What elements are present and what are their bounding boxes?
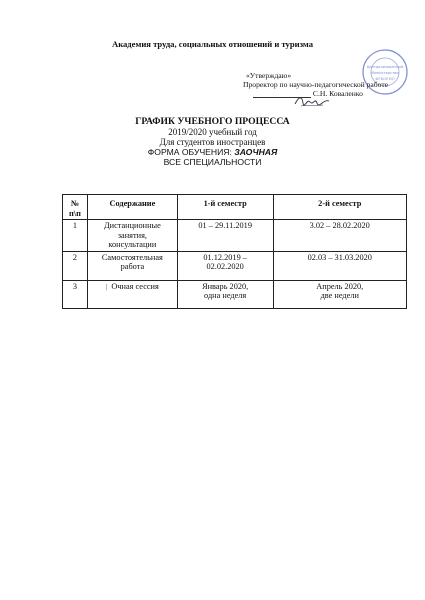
schedule-table	[62, 194, 407, 309]
semester-1-line: 02.02.2020	[206, 262, 244, 271]
row-semester-1	[177, 220, 273, 252]
approval-name: С.Н. Коваленко	[312, 89, 363, 98]
row-number: 3	[63, 280, 88, 308]
row-semester-2	[273, 251, 407, 280]
row-semester-2	[273, 280, 407, 308]
pen-mark: |	[105, 282, 108, 291]
semester-1-line: 01 – 29.11.2019	[198, 221, 252, 230]
svg-text:Централизованный: Централизованный	[366, 65, 404, 69]
content-line-text: Очная сессия	[111, 281, 159, 291]
svg-text:ФГБОУ ВО: ФГБОУ ВО	[375, 77, 395, 81]
handwritten-signature	[293, 94, 331, 108]
content-line: Дистанционные	[103, 221, 161, 230]
semester-2-line: Апрель 2020,	[316, 281, 364, 291]
semester-1-line: одна неделя	[204, 291, 247, 300]
semester-2-line: 3.02 – 28.02.2020	[309, 221, 370, 230]
page-title: ГРАФИК УЧЕБНОГО ПРОЦЕССА	[135, 116, 290, 127]
row-content	[87, 251, 177, 280]
semester-2-line: две недели	[320, 291, 359, 300]
header-content: Содержание	[87, 195, 177, 220]
row-semester-1	[177, 251, 273, 280]
approval-title: «Утверждаю»	[246, 71, 292, 80]
content-line: работа	[120, 262, 145, 271]
row-semester-1	[177, 280, 273, 308]
specialties-line: ВСЕ СПЕЦИАЛЬНОСТИ	[163, 157, 262, 167]
header-number-line2: п\п	[69, 208, 81, 218]
study-form-line	[0, 147, 425, 157]
semester-2-line: 02.03 – 31.03.2020	[307, 252, 372, 262]
academy-name: Академия труда, социальных отношений и туризма	[111, 39, 314, 49]
schedule-title-block	[0, 117, 425, 167]
audience-line: Для студентов иностранцев	[159, 137, 266, 147]
approval-position: Проректор по научно-педагогической работе	[243, 80, 389, 89]
header-semester-1: 1-й семестр	[177, 195, 273, 220]
table-row	[63, 251, 407, 280]
table-row	[63, 220, 407, 252]
row-content	[87, 220, 177, 252]
svg-text:Министерство: Министерство	[371, 71, 399, 75]
content-line: Самостоятельная	[101, 252, 163, 262]
table-row	[63, 280, 407, 308]
row-content	[87, 280, 177, 308]
content-line: консультации	[108, 240, 157, 249]
row-semester-2	[273, 220, 407, 252]
row-number: 2	[63, 251, 88, 280]
semester-1-line: Январь 2020,	[202, 281, 249, 291]
semester-1-line: 01.12.2019 –	[203, 252, 247, 262]
row-number: 1	[63, 220, 88, 252]
header-number-line1: №	[70, 199, 80, 208]
study-form-label: ФОРМА ОБУЧЕНИЯ:	[147, 147, 235, 157]
header-number	[63, 195, 88, 220]
table-header-row	[63, 195, 407, 220]
header-semester-2: 2-й семестр	[273, 195, 407, 220]
study-form-value: ЗАОЧНАЯ	[234, 147, 278, 157]
academic-year: 2019/2020 учебный год	[168, 127, 257, 137]
content-line	[90, 282, 175, 293]
content-line: занятия,	[117, 230, 147, 240]
